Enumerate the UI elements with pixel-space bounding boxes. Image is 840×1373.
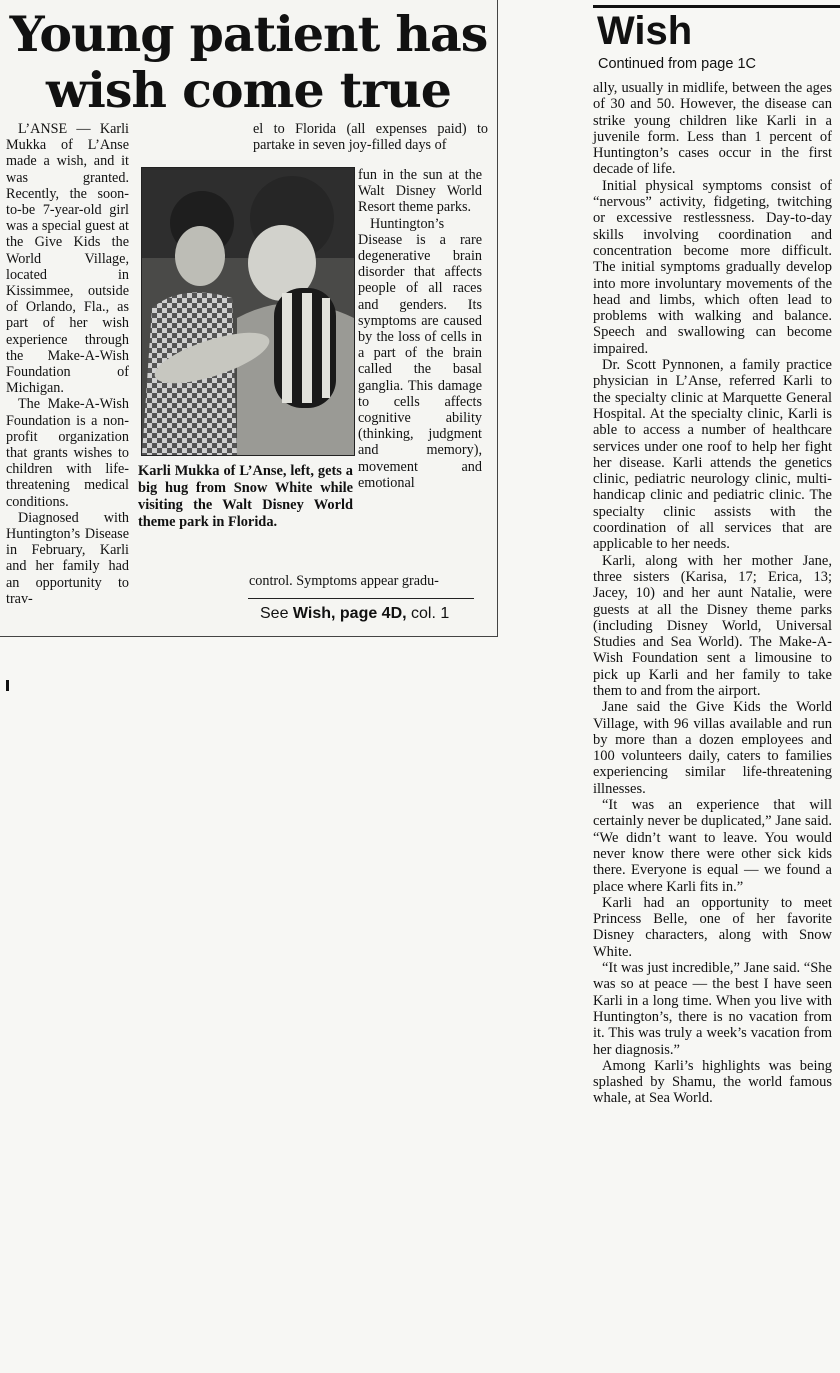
photo-karli-and-snow-white bbox=[141, 167, 355, 456]
paragraph: Diagnosed with Huntington’s Disease in February, Karli and her family had an opportunity to trav- bbox=[6, 509, 129, 607]
continuation-title: Wish bbox=[597, 9, 693, 53]
jump-prefix: See bbox=[260, 605, 293, 622]
paragraph: el to Florida (all expenses paid) to partake in seven joy-filled days of bbox=[253, 121, 488, 154]
jump-line bbox=[260, 605, 449, 623]
paragraph: Karli, along with her mother Jane, three sisters (Karisa, 17; Erica, 13; Jacey, 10) and her aunt Natalie, were guests at all the Disney theme parks (including Disney World, Universal Studies and Sea World). The Make-A-Wish Foundation sent a limousine to pick up Karli and her family to take them to and from the airport. bbox=[593, 552, 832, 699]
left-column-2-bottom bbox=[249, 573, 484, 589]
jump-suffix: col. 1 bbox=[406, 605, 450, 622]
paragraph: control. Symptoms appear gradu- bbox=[249, 573, 439, 589]
paragraph: ally, usually in midlife, between the ages of 30 and 50. However, the disease can strike young children like Karli in a juvenile form. Less than 1 percent of Huntington’s cases occur in the first decade of life. bbox=[593, 80, 832, 178]
paragraph: Among Karli’s highlights was being splashed by Shamu, the world famous whale, at Sea World. bbox=[593, 1057, 832, 1107]
left-column-3 bbox=[358, 167, 482, 491]
article-headline bbox=[0, 6, 497, 118]
continuation-column bbox=[593, 80, 832, 1107]
paragraph: “It was an experience that will certainly never be duplicated,” Jane said. “We didn’t want to leave. You would never know there were other sick kids there. Everyone is equal — we found a place where Karli fits in.” bbox=[593, 797, 832, 895]
paragraph: Karli had an opportunity to meet Princess Belle, one of her favorite Disney characters, along with Snow White. bbox=[593, 894, 832, 960]
scan-mark bbox=[6, 680, 9, 691]
paragraph: fun in the sun at the Walt Disney World Resort theme parks. bbox=[358, 167, 482, 216]
continued-from-note: Continued from page 1C bbox=[598, 56, 756, 72]
jump-divider bbox=[248, 598, 474, 599]
headline-line-1: Young patient has bbox=[9, 5, 488, 63]
paragraph: The Make-A-Wish Foundation is a non-profit organization that grants wishes to children with life-threatening medical conditions. bbox=[6, 396, 129, 510]
paragraph: “It was just incredible,” Jane said. “She was so at peace — the best I have seen Karli in a long time. When you live with Huntington’s, there is no vacation from it. This was truly a week’s vacation from her diagnosis.” bbox=[593, 960, 832, 1058]
jump-reference: Wish, page 4D, bbox=[292, 605, 407, 622]
photo-image bbox=[142, 168, 354, 455]
paragraph: Initial physical symptoms consist of “nervous” activity, fidgeting, twitching or excessive restlessness. Day-to-day skills involving coordination and concentration become more difficult. The initial symptoms gradually develop into more involuntary movements of the head and limbs, which often lead to problems with walking and balance. Speech and swallowing can become impaired. bbox=[593, 177, 832, 357]
paragraph: L’ANSE — Karli Mukka of L’Anse made a wish, and it was granted. Recently, the soon-to-be 7-year-old girl was a special guest at the Give Kids the World Village, located in Kissimmee, outside of Orlando, Fla., as part of her wish experience through the Make-A-Wish Foundation of Michigan. bbox=[6, 121, 129, 397]
paragraph: Dr. Scott Pynnonen, a family practice physician in L’Anse, referred Karli to the specialty clinic at Marquette General Hospital. At the specialty clinic, Karli is able to access a number of healthcare services under one roof to help her fight her disease. Karli attends the genetics clinic, pediatric neurology clinic, multi-handicap clinic and pediatric clinic. The specialty clinic assists with the coordination of all services that are applicable to her needs. bbox=[593, 357, 832, 553]
left-column-1 bbox=[6, 121, 129, 607]
headline-line-2: wish come true bbox=[46, 61, 451, 119]
left-column-2-top bbox=[253, 121, 488, 153]
photo-caption: Karli Mukka of L’Anse, left, gets a big hug from Snow White while visiting the Walt Disney World theme park in Florida. bbox=[138, 463, 353, 530]
paragraph: Huntington’s Disease is a rare degenerative brain disorder that affects people of all races and genders. Its symptoms are caused by the loss of cells in a part of the brain called the basal ganglia. This damage to cells affects cognitive ability (thinking, judgment and memory), movement and emotional bbox=[358, 215, 482, 491]
paragraph: Jane said the Give Kids the World Village, with 96 villas available and run by more than a dozen employees and 100 volunteers daily, caters to families experiencing similar life-threatening illnesses. bbox=[593, 699, 832, 797]
